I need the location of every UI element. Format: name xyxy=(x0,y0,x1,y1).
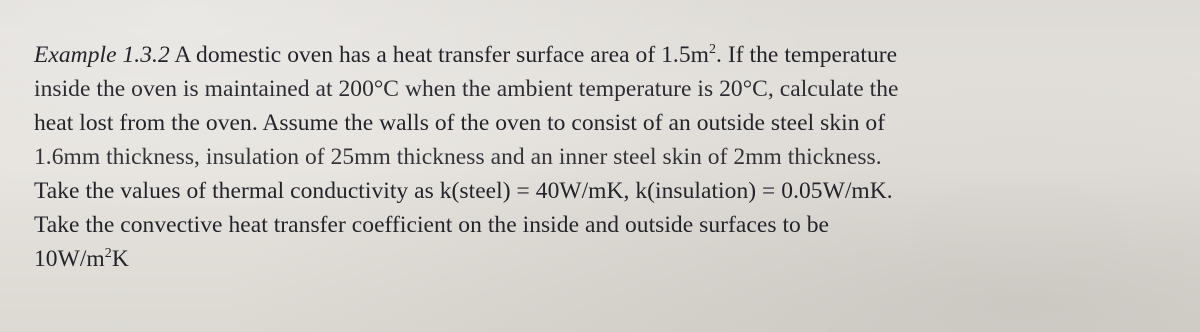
line-1-text: A domestic oven has a heat transfer surface area of 1.5m xyxy=(169,42,709,68)
line-7-text: 10W/m xyxy=(34,246,105,272)
problem-line-7 xyxy=(34,244,1184,274)
line-5-text: Take the values of thermal conductivity as k(steel) = 40W/mK, k(insulation) = 0.05W/mK. xyxy=(34,178,893,204)
problem-text-block xyxy=(34,40,1184,272)
problem-line-1 xyxy=(34,40,1184,70)
problem-line-3 xyxy=(34,108,1184,138)
coefficient-unit-superscript: 2 xyxy=(104,246,112,261)
line-2-text: inside the oven is maintained at 200°C when the ambient temperature is 20°C, calculate the xyxy=(34,76,899,102)
line-1-text-end: . If the temperature xyxy=(716,42,898,68)
problem-line-2 xyxy=(34,74,1184,104)
example-label: Example 1.3.2 xyxy=(34,42,170,68)
area-unit-superscript: 2 xyxy=(708,42,717,57)
problem-line-6 xyxy=(34,210,1184,240)
problem-line-5 xyxy=(34,176,1184,206)
problem-line-4 xyxy=(34,142,1184,172)
line-7-text-end: K xyxy=(111,246,129,272)
line-6-text: Take the convective heat transfer coefficient on the inside and outside surfaces to be xyxy=(34,212,830,238)
line-3-text: heat lost from the oven. Assume the walls of the oven to consist of an outside steel skin of xyxy=(34,110,886,136)
line-4-text: 1.6mm thickness, insulation of 25mm thickness and an inner steel skin of 2mm thickness. xyxy=(34,144,882,170)
